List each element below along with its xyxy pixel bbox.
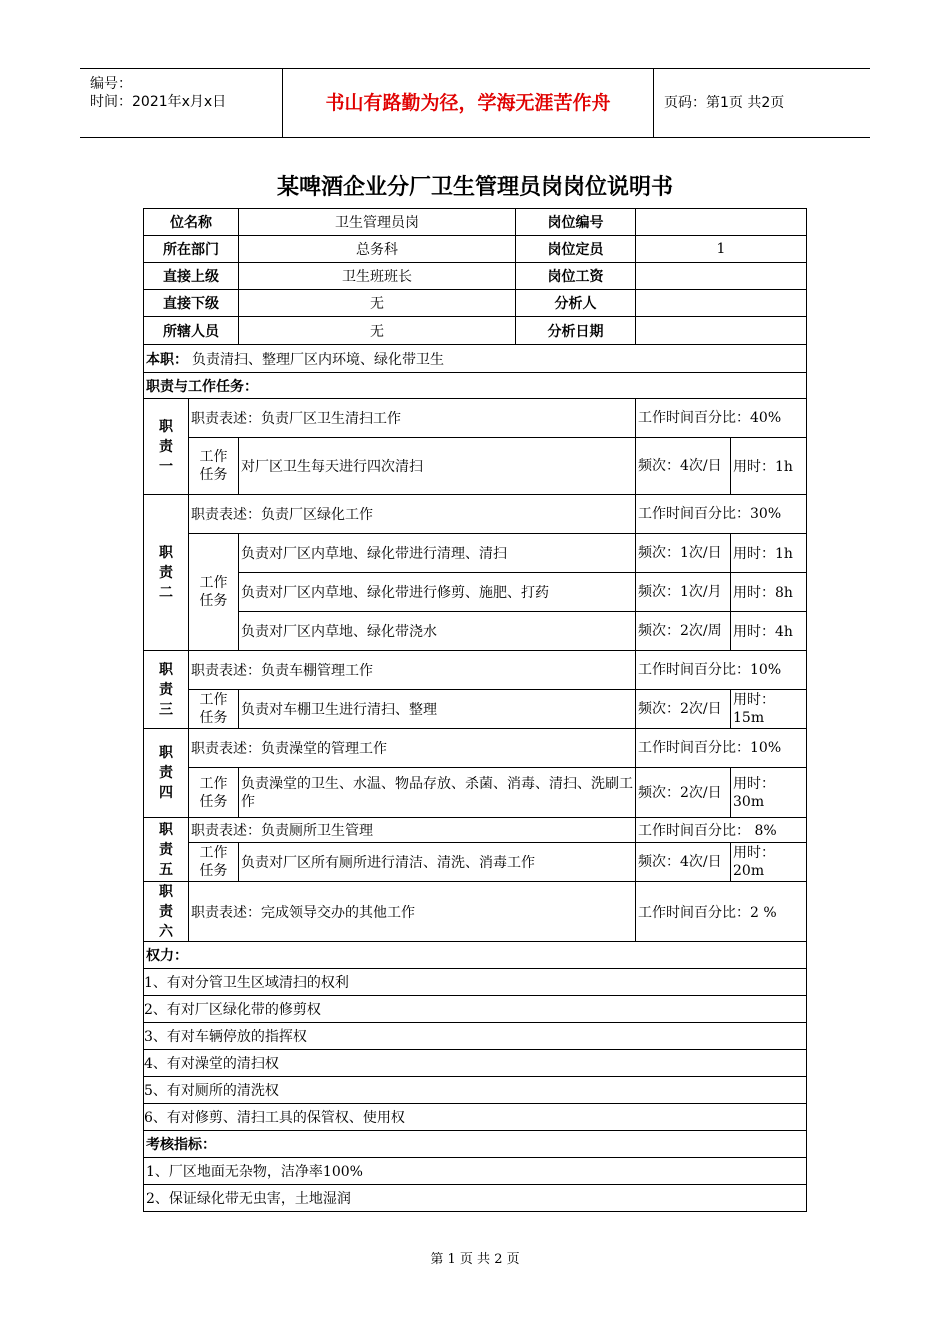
duty-5-label-cell bbox=[143, 817, 189, 882]
duty-4-label-cell bbox=[143, 728, 189, 818]
number-label: 编号： bbox=[90, 76, 132, 92]
position-name-label: 位名称 bbox=[143, 208, 239, 236]
power-item: 2、有对厂区绿化带的修剪权 bbox=[143, 995, 807, 1023]
duty-6-pct: 工作时间百分比：2 % bbox=[635, 881, 807, 942]
duty-4-freq: 频次：2次/日 bbox=[635, 767, 731, 818]
duty-5-time: 用时：20m bbox=[730, 842, 807, 882]
subordinate-value: 无 bbox=[238, 289, 516, 317]
duty-1-desc: 职责表述：负责厂区卫生清扫工作 bbox=[188, 398, 636, 438]
duty-3-task-label: 工作任务 bbox=[188, 689, 239, 729]
duty-4-desc: 职责表述：负责澡堂的管理工作 bbox=[188, 728, 636, 768]
page-footer: 第 1 页 共 2 页 bbox=[430, 1252, 520, 1267]
duty-5-desc: 职责表述：负责厕所卫生管理 bbox=[188, 817, 636, 843]
duty-3-time: 用时：15m bbox=[730, 689, 807, 729]
salary-value bbox=[635, 262, 807, 290]
duty-3-pct: 工作时间百分比：10% bbox=[635, 650, 807, 690]
duty-2-time-3: 用时：4h bbox=[730, 611, 807, 651]
duty-5-freq: 频次：4次/日 bbox=[635, 842, 731, 882]
duty-1-time: 用时：1h bbox=[730, 437, 807, 495]
superior-value: 卫生班班长 bbox=[238, 262, 516, 290]
duty-2-freq-1: 频次：1次/日 bbox=[635, 533, 731, 573]
analysis-date-value bbox=[635, 316, 807, 345]
duty-1-task: 对厂区卫生每天进行四次清扫 bbox=[238, 437, 636, 495]
duty-4-task: 负责澡堂的卫生、水温、物品存放、杀菌、消毒、清扫、洗刷工作 bbox=[238, 767, 636, 818]
duty-4-pct: 工作时间百分比：10% bbox=[635, 728, 807, 768]
duty-2-label: 职 责 二 bbox=[159, 544, 173, 601]
analyst-label: 分析人 bbox=[515, 289, 636, 317]
analysis-date-label: 分析日期 bbox=[515, 316, 636, 345]
duty-6-label: 职 责 六 bbox=[159, 883, 173, 940]
duty-2-task-3: 负责对厂区内草地、绿化带浇水 bbox=[238, 611, 636, 651]
powers-header: 权力： bbox=[143, 941, 807, 969]
kpi-item: 1、厂区地面无杂物，洁净率100% bbox=[143, 1157, 807, 1185]
duty-3-task: 负责对车棚卫生进行清扫、整理 bbox=[238, 689, 636, 729]
duty-2-time-1: 用时：1h bbox=[730, 533, 807, 573]
motto: 书山有路勤为径，学海无涯苦作舟 bbox=[282, 69, 654, 137]
duty-1-label-cell bbox=[143, 398, 189, 495]
duty-summary-label: 本职： bbox=[146, 351, 188, 368]
duty-2-label-cell bbox=[143, 494, 189, 651]
position-code-value bbox=[635, 208, 807, 236]
power-item: 1、有对分管卫生区域清扫的权利 bbox=[143, 968, 807, 996]
analyst-value bbox=[635, 289, 807, 317]
power-item: 3、有对车辆停放的指挥权 bbox=[143, 1022, 807, 1050]
headcount-label: 岗位定员 bbox=[515, 235, 636, 263]
position-name-value: 卫生管理员岗 bbox=[238, 208, 516, 236]
duty-2-task-1: 负责对厂区内草地、绿化带进行清理、清扫 bbox=[238, 533, 636, 573]
duty-2-task-label: 工作任务 bbox=[188, 533, 239, 651]
duty-6-label-cell bbox=[143, 881, 189, 942]
department-value: 总务科 bbox=[238, 235, 516, 263]
duty-4-task-label: 工作任务 bbox=[188, 767, 239, 818]
duty-3-freq: 频次：2次/日 bbox=[635, 689, 731, 729]
document-title: 某啤酒企业分厂卫生管理员岗岗位说明书 bbox=[276, 175, 673, 200]
page-number-label: 页码：第1页 共2页 bbox=[664, 95, 785, 111]
duty-2-freq-3: 频次：2次/周 bbox=[635, 611, 731, 651]
duty-5-pct: 工作时间百分比： 8% bbox=[635, 817, 807, 843]
kpi-item: 2、保证绿化带无虫害，土地湿润 bbox=[143, 1184, 807, 1212]
department-label: 所在部门 bbox=[143, 235, 239, 263]
salary-label: 岗位工资 bbox=[515, 262, 636, 290]
duty-1-freq: 频次：4次/日 bbox=[635, 437, 731, 495]
power-item: 6、有对修剪、清扫工具的保管权、使用权 bbox=[143, 1103, 807, 1131]
power-item: 5、有对厕所的清洗权 bbox=[143, 1076, 807, 1104]
duty-summary-text: 负责清扫、整理厂区内环境、绿化带卫生 bbox=[192, 351, 444, 368]
kpi-header: 考核指标： bbox=[143, 1130, 807, 1158]
duty-2-time-2: 用时：8h bbox=[730, 572, 807, 612]
staff-value: 无 bbox=[238, 316, 516, 345]
duty-1-label: 职 责 一 bbox=[159, 418, 173, 475]
duty-1-pct: 工作时间百分比：40% bbox=[635, 398, 807, 438]
duty-4-time: 用时：30m bbox=[730, 767, 807, 818]
duty-summary-row bbox=[143, 344, 807, 373]
duty-4-label: 职 责 四 bbox=[159, 745, 173, 801]
headcount-value: 1 bbox=[635, 235, 807, 263]
staff-label: 所辖人员 bbox=[143, 316, 239, 345]
duties-header: 职责与工作任务： bbox=[143, 372, 807, 399]
header-meta bbox=[80, 69, 280, 137]
duty-3-label-cell bbox=[143, 650, 189, 729]
duty-2-task-2: 负责对厂区内草地、绿化带进行修剪、施肥、打药 bbox=[238, 572, 636, 612]
duty-5-task-label: 工作任务 bbox=[188, 842, 239, 882]
duty-1-task-label: 工作任务 bbox=[188, 437, 239, 495]
duty-6-desc: 职责表述：完成领导交办的其他工作 bbox=[188, 881, 636, 942]
duty-3-label: 职 责 三 bbox=[159, 661, 173, 718]
duty-5-task: 负责对厂区所有厕所进行清洁、清洗、消毒工作 bbox=[238, 842, 636, 882]
duty-2-freq-2: 频次：1次/月 bbox=[635, 572, 731, 612]
time-label: 时间：2021年x月x日 bbox=[90, 94, 227, 110]
position-code-label: 岗位编号 bbox=[515, 208, 636, 236]
duty-5-label: 职 责 五 bbox=[159, 821, 173, 878]
page-header bbox=[80, 68, 870, 138]
duty-2-pct: 工作时间百分比：30% bbox=[635, 494, 807, 534]
duty-3-desc: 职责表述：负责车棚管理工作 bbox=[188, 650, 636, 690]
superior-label: 直接上级 bbox=[143, 262, 239, 290]
subordinate-label: 直接下级 bbox=[143, 289, 239, 317]
power-item: 4、有对澡堂的清扫权 bbox=[143, 1049, 807, 1077]
duty-2-desc: 职责表述：负责厂区绿化工作 bbox=[188, 494, 636, 534]
